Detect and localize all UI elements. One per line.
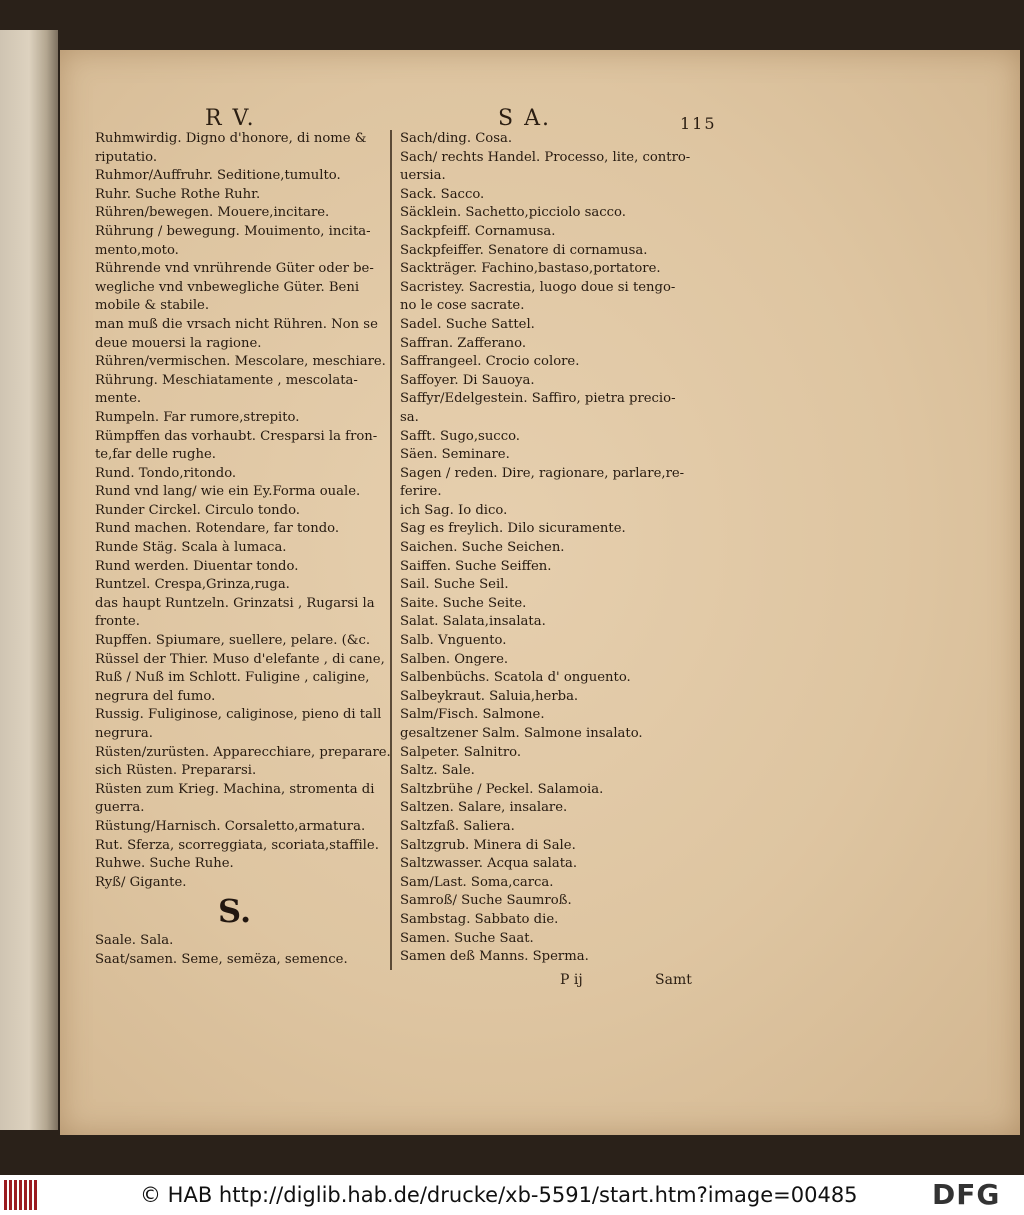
entry-line: Saltzwasser. Acqua salata. xyxy=(400,856,578,872)
left-column xyxy=(95,130,395,892)
entry-line: Sackträger. Fachino,bastaso,portatore. xyxy=(400,261,661,277)
entry-line: Sackpfeiffer. Senatore di cornamusa. xyxy=(400,242,648,258)
entry-line: gesaltzener Salm. Salmone insalato. xyxy=(400,726,643,741)
entry-line: deue mouersi la ragione. xyxy=(95,335,262,351)
entry-line: Ruhmwirdig. Digno d'honore, di nome & xyxy=(95,131,367,146)
entry-line: negrura del fumo. xyxy=(95,688,216,704)
signature-mark: P ij xyxy=(560,972,583,988)
entry-line: Rupffen. Spiumare, suellere, pelare. (&c. xyxy=(95,633,371,649)
entry-line: Ruhmor/Auffruhr. Seditione,tumulto. xyxy=(95,168,341,184)
entry-line: Salat. Salata,insalata. xyxy=(400,614,546,630)
entry-line: Rumpeln. Far rumore,strepito. xyxy=(95,409,300,425)
entry-line: mente. xyxy=(95,391,142,407)
entry-line: Sach/ rechts Handel. Processo, lite, contro- xyxy=(400,149,691,165)
dfg-logo: DFG xyxy=(932,1178,1001,1211)
entry-line: Ryß/ Gigante. xyxy=(95,874,187,890)
entry-line: sa. xyxy=(400,409,419,425)
entry-line: negrura. xyxy=(95,726,153,741)
entry-line: Rühren/vermischen. Mescolare, meschiare. xyxy=(95,354,386,370)
entry-line: Saltzfaß. Saliera. xyxy=(400,818,515,834)
entry-line: Sambstag. Sabbato die. xyxy=(400,911,559,927)
entry-line: Rüstung/Harnisch. Corsaletto,armatura. xyxy=(95,818,366,834)
entry-line: Salpeter. Salnitro. xyxy=(400,744,522,760)
entry-line: Sacristey. Sacrestia, luogo doue si tengo- xyxy=(400,279,676,295)
entry-line: Rund werden. Diuentar tondo. xyxy=(95,558,299,574)
entry-line: ich Sag. Io dico. xyxy=(400,502,508,518)
adjacent-page-edge xyxy=(0,30,58,1130)
entry-line: Saale. Sala. xyxy=(95,933,174,948)
section-letter: S. xyxy=(218,892,252,930)
entry-line: man muß die vrsach nicht Rühren. Non se xyxy=(95,316,378,332)
right-column xyxy=(400,130,705,967)
entry-line: Rühren/bewegen. Mouere,incitare. xyxy=(95,205,330,221)
entry-line: Ruß / Nuß im Schlott. Fuligine , caligine, xyxy=(95,670,370,686)
library-barcode-icon xyxy=(4,1180,38,1210)
left-column-after-section xyxy=(95,932,395,969)
entry-line: wegliche vnd vnbewegliche Güter. Beni xyxy=(95,279,360,295)
entry-line: Saltzbrühe / Peckel. Salamoia. xyxy=(400,781,604,797)
entry-line: Salbenbüchs. Scatola d' onguento. xyxy=(400,670,631,686)
entry-line: Säcklein. Sachetto,picciolo sacco. xyxy=(400,205,626,221)
page-number: 115 xyxy=(680,114,717,133)
entry-line: ferire. xyxy=(400,484,442,500)
entry-line: te,far delle rughe. xyxy=(95,447,216,463)
entry-line: Runde Stäg. Scala à lumaca. xyxy=(95,540,287,556)
entry-line: Sag es freylich. Dilo sicuramente. xyxy=(400,521,626,537)
entry-line: Saffran. Zafferano. xyxy=(400,335,527,351)
entry-line: mento,moto. xyxy=(95,242,179,258)
entry-line: Saffrangeel. Crocio colore. xyxy=(400,354,580,370)
entry-line: Rund machen. Rotendare, far tondo. xyxy=(95,521,340,537)
entry-line: Rührende vnd vnrührende Güter oder be- xyxy=(95,261,374,277)
entry-line: uersia. xyxy=(400,168,446,184)
entry-line: Ruhr. Suche Rothe Ruhr. xyxy=(95,186,261,202)
entry-line: Sail. Suche Seil. xyxy=(400,577,509,593)
entry-line: Samroß/ Suche Saumroß. xyxy=(400,893,572,909)
entry-line: Sackpfeiff. Cornamusa. xyxy=(400,223,556,239)
entry-line: Salm/Fisch. Salmone. xyxy=(400,707,545,723)
entry-line: Runder Circkel. Circulo tondo. xyxy=(95,502,300,518)
entry-line: Saffyr/Edelgestein. Saffiro, pietra precio- xyxy=(400,391,676,407)
entry-line: Sack. Sacco. xyxy=(400,186,485,202)
entry-line: Sam/Last. Soma,carca. xyxy=(400,874,554,890)
entry-line: mobile & stabile. xyxy=(95,298,210,314)
entry-line: Sadel. Suche Sattel. xyxy=(400,316,535,332)
entry-line: no le cose sacrate. xyxy=(400,298,525,314)
entry-line: Säen. Seminare. xyxy=(400,447,510,463)
entry-line: Rührung. Meschiatamente , mescolata- xyxy=(95,372,358,388)
entry-line: sich Rüsten. Prepararsi. xyxy=(95,763,257,779)
entry-line: Saat/samen. Seme, semëza, semence. xyxy=(95,951,348,967)
entry-line: Russig. Fuliginose, caliginose, pieno di tall xyxy=(95,707,382,723)
entry-line: Rund vnd lang/ wie ein Ey.Forma ouale. xyxy=(95,484,361,500)
entry-line: Rüsten zum Krieg. Machina, stromenta di xyxy=(95,781,375,797)
entry-line: Saltz. Sale. xyxy=(400,763,475,779)
entry-line: Salb. Vnguento. xyxy=(400,633,507,649)
entry-line: guerra. xyxy=(95,800,145,816)
entry-line: Sagen / reden. Dire, ragionare, parlare,re- xyxy=(400,465,685,481)
entry-line: Saltzgrub. Minera di Sale. xyxy=(400,837,576,853)
entry-line: Saiffen. Suche Seiffen. xyxy=(400,558,552,574)
entry-line: Saltzen. Salare, insalare. xyxy=(400,800,568,816)
running-head-right: S A. xyxy=(498,106,551,131)
entry-line: Ruhwe. Suche Ruhe. xyxy=(95,856,234,872)
entry-line: Samen deß Manns. Sperma. xyxy=(400,949,589,965)
entry-line: Rut. Sferza, scorreggiata, scoriata,staffile. xyxy=(95,837,379,853)
entry-line: Samen. Suche Saat. xyxy=(400,930,534,946)
entry-line: Safft. Sugo,succo. xyxy=(400,428,520,444)
entry-line: fronte. xyxy=(95,614,140,630)
entry-line: Rüsten/zurüsten. Apparecchiare, preparare. xyxy=(95,744,391,760)
entry-line: Saffoyer. Di Sauoya. xyxy=(400,372,535,388)
entry-line: Rümpffen das vorhaubt. Cresparsi la fron- xyxy=(95,428,378,444)
entry-line: riputatio. xyxy=(95,149,158,165)
entry-line: Rührung / bewegung. Mouimento, incita- xyxy=(95,223,371,239)
entry-line: Rund. Tondo,ritondo. xyxy=(95,465,237,481)
catchword: Samt xyxy=(655,972,692,988)
entry-line: Salben. Ongere. xyxy=(400,651,509,667)
entry-line: Saite. Suche Seite. xyxy=(400,595,527,611)
entry-line: das haupt Runtzeln. Grinzatsi , Rugarsi la xyxy=(95,595,375,611)
entry-line: Rüssel der Thier. Muso d'elefante , di cane, xyxy=(95,651,385,667)
entry-line: Runtzel. Crespa,Grinza,ruga. xyxy=(95,577,290,593)
entry-line: Sach/ding. Cosa. xyxy=(400,131,513,146)
entry-line: Saichen. Suche Seichen. xyxy=(400,540,565,556)
running-head-left: R V. xyxy=(205,106,256,131)
entry-line: Salbeykraut. Saluia,herba. xyxy=(400,688,579,704)
copyright-link[interactable]: © HAB http://diglib.hab.de/drucke/xb-5591/start.htm?image=00485 xyxy=(140,1183,858,1207)
